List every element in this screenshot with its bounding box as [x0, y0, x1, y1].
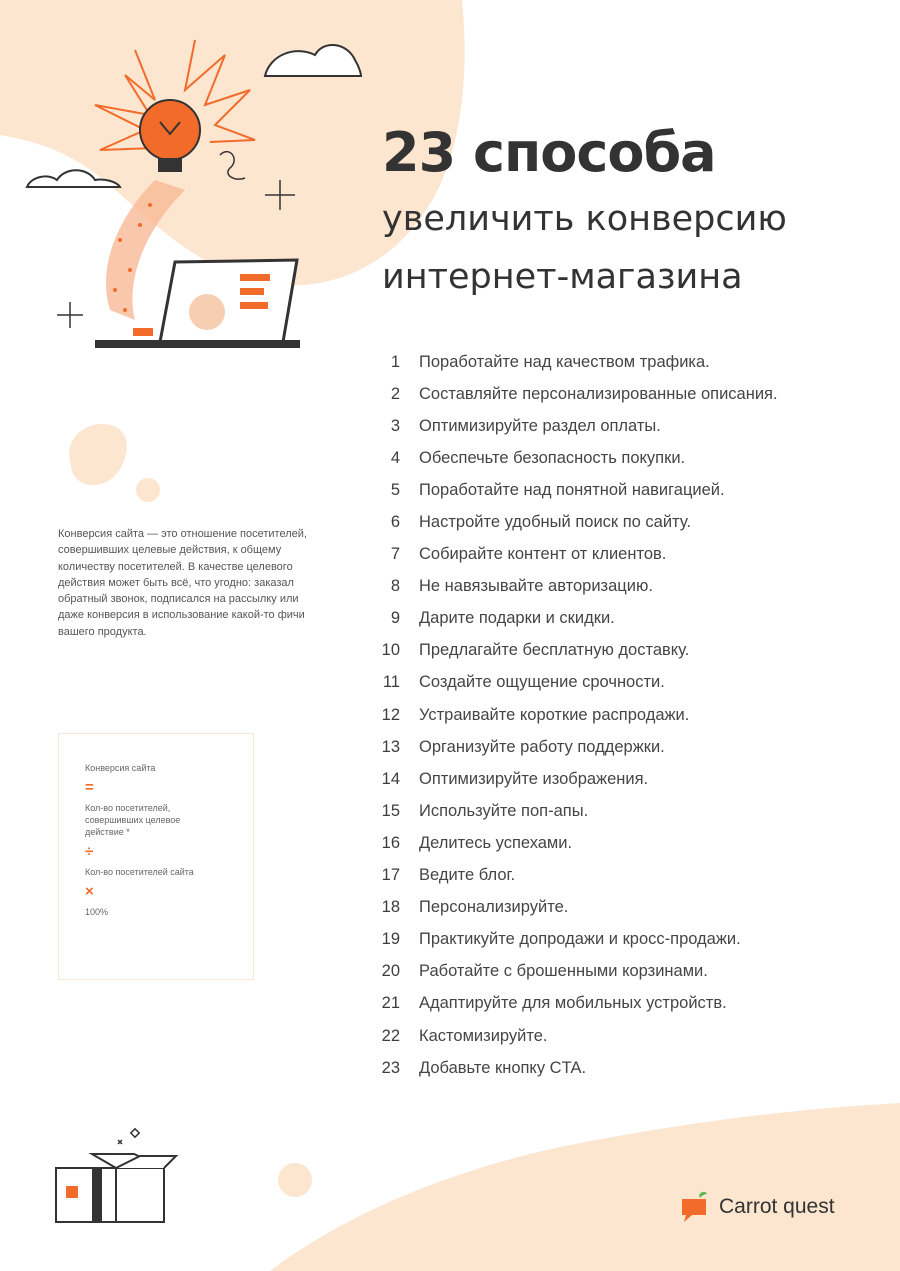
formula-label: Конверсия сайта [85, 763, 156, 773]
list-item: 2 Составляйте персонализированные описания. [390, 384, 778, 403]
divide-sign: ÷ [85, 843, 94, 860]
page-subtitle-line-1: увеличить конверсию [382, 199, 787, 239]
page-subtitle-line-2: интернет-магазина [382, 257, 743, 297]
list-item: 4 Обеспечьте безопасность покупки. [390, 448, 686, 467]
brand-name: Carrot quest [719, 1195, 835, 1218]
formula-numerator: Кол-во посетителей, совершивших целевое действие * [85, 803, 181, 837]
list-item: 15 Используйте поп-апы. [381, 801, 589, 820]
carrot-quest-logo-icon [680, 1191, 710, 1223]
bottom-small-blob [270, 1158, 320, 1203]
list-item: 7 Собирайте контент от клиентов. [390, 545, 667, 564]
formula-denominator: Кол-во посетителей сайта [85, 867, 194, 877]
list-item: 19 Практикуйте допродажи и кросс-продажи. [381, 930, 741, 949]
list-item: 10 Предлагайте бесплатную доставку. [381, 641, 690, 660]
list-item: 22 Кастомизируйте. [381, 1026, 548, 1045]
box-illustration [52, 1128, 182, 1224]
list-item: 6 Настройте удобный поиск по сайту. [390, 513, 691, 532]
list-item: 8 Не навязывайте авторизацию. [390, 577, 653, 596]
title-block [382, 118, 882, 306]
list-item: 21 Адаптируйте для мобильных устройств. [381, 994, 727, 1013]
list-item: 18 Персонализируйте. [381, 898, 569, 917]
list-item: 13 Организуйте работу поддержки. [381, 737, 665, 756]
small-peach-blob [60, 420, 170, 510]
list-item: 9 Дарите подарки и скидки. [390, 609, 615, 628]
formula-factor: 100% [85, 907, 109, 917]
formula-card [58, 733, 254, 980]
ways-list [372, 346, 872, 1084]
equals-sign: = [85, 779, 94, 796]
list-item: 12 Устраивайте короткие распродажи. [381, 705, 690, 724]
list-item: 16 Делитесь успехами. [381, 833, 573, 852]
list-item: 1 Поработайте над качеством трафика. [390, 352, 710, 371]
list-item: 3 Оптимизируйте раздел оплаты. [390, 416, 661, 435]
list-item: 23 Добавьте кнопку CTA. [381, 1058, 587, 1077]
list-item: 17 Ведите блог. [381, 866, 516, 885]
conversion-definition: Конверсия сайта — это отношение посетителей, совершивших целевые действия, к общему количеству посетителей. В качестве целевого действия может быть всё, что угодно: заказал обратный звонок, подписался на рассылку или даже конверсия в использование какой-то фичи вашего продукта. [58, 528, 307, 638]
brand-logo [680, 1191, 835, 1223]
list-item: 20 Работайте с брошенными корзинами. [381, 962, 708, 981]
page-title: 23 способа [382, 121, 716, 184]
list-item: 14 Оптимизируйте изображения. [381, 769, 649, 788]
multiply-sign: × [85, 883, 94, 900]
list-item: 5 Поработайте над понятной навигацией. [390, 480, 725, 499]
list-item: 11 Создайте ощущение срочности. [382, 673, 665, 692]
lightbulb-laptop-illustration [25, 30, 365, 350]
